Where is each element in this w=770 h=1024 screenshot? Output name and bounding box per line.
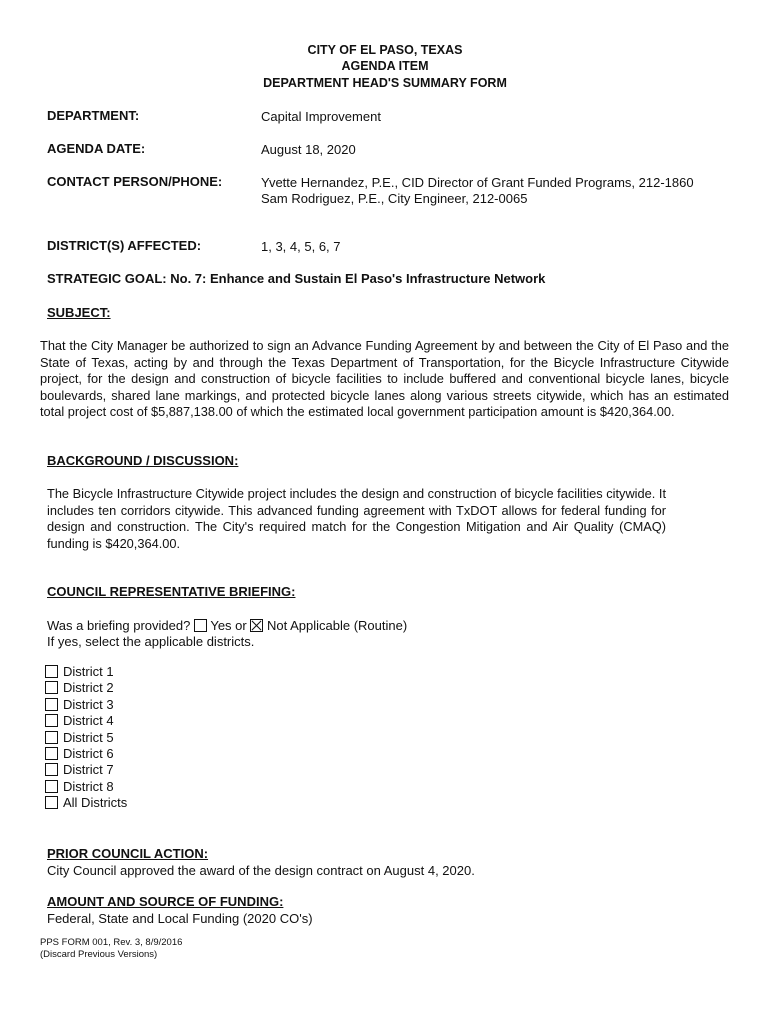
district-row xyxy=(45,697,114,713)
district-row xyxy=(45,746,114,762)
district-row xyxy=(45,795,127,811)
district-label: District 3 xyxy=(63,696,114,712)
district-label: All Districts xyxy=(63,795,128,811)
district-row xyxy=(45,664,114,680)
agenda-date-value: August 18, 2020 xyxy=(261,142,356,157)
form-footer-discard: (Discard Previous Versions) xyxy=(40,949,158,960)
background-heading: BACKGROUND / DISCUSSION: xyxy=(47,453,239,468)
strategic-goal: STRATEGIC GOAL: No. 7: Enhance and Sustain El Paso's Infrastructure Network xyxy=(47,271,546,286)
contact-line-2: Sam Rodriguez, P.E., City Engineer, 212-0065 xyxy=(261,191,528,206)
briefing-question: Was a briefing provided? xyxy=(47,618,191,633)
form-title-agenda: AGENDA ITEM xyxy=(341,59,429,73)
briefing-not-applicable-label: Not Applicable (Routine) xyxy=(266,618,408,633)
district-row xyxy=(45,762,114,778)
briefing-not-applicable-checkbox[interactable] xyxy=(250,619,263,632)
form-footer-revision: PPS FORM 001, Rev. 3, 8/9/2016 xyxy=(40,937,183,948)
district-label: District 8 xyxy=(63,778,114,794)
district-checkbox[interactable] xyxy=(45,714,58,727)
districts-affected-label: DISTRICT(S) AFFECTED: xyxy=(47,238,202,253)
prior-action-text: City Council approved the award of the design contract on August 4, 2020. xyxy=(47,863,475,878)
district-row xyxy=(45,779,114,795)
form-title-city: CITY OF EL PASO, TEXAS xyxy=(307,43,463,57)
district-label: District 6 xyxy=(63,746,114,761)
agenda-date-label: AGENDA DATE: xyxy=(47,141,146,156)
district-label: District 4 xyxy=(63,713,114,729)
briefing-yes-checkbox[interactable] xyxy=(194,619,207,632)
briefing-instruction: If yes, select the applicable districts. xyxy=(47,634,255,649)
funding-text: Federal, State and Local Funding (2020 CO's) xyxy=(47,911,313,926)
district-row xyxy=(45,680,114,696)
subject-heading: SUBJECT: xyxy=(47,305,111,320)
contact-line-1: Yvette Hernandez, P.E., CID Director of Grant Funded Programs, 212-1860 xyxy=(261,175,694,190)
department-label: DEPARTMENT: xyxy=(47,108,140,123)
district-row xyxy=(45,730,114,746)
background-text: The Bicycle Infrastructure Citywide project includes the design and construction of bicycle facilities citywide. It includes ten corridors citywide. This advanced funding agreement with TxDOT allows for federal funding for design and construction. The City's required match for the Congestion Mitigation and Air Quality (CMAQ) funding is $420,364.00. xyxy=(47,486,666,551)
districts-affected-value: 1, 3, 4, 5, 6, 7 xyxy=(261,239,341,254)
prior-action-heading: PRIOR COUNCIL ACTION: xyxy=(47,846,209,861)
district-checkbox[interactable] xyxy=(45,731,58,744)
district-checkbox[interactable] xyxy=(45,681,58,694)
subject-text: That the City Manager be authorized to sign an Advance Funding Agreement by and between the City of El Paso and the State of Texas, acting by and through the Texas Department of Transportation, for the Bicycle Infrastructure Citywide project, for the design and construction of bicycle facilities to include buffered and conventional bicycle lanes, bicycle boulevards, shared lane markings, and protected bicycle lanes along various streets citywide, which has an estimated total project cost of $5,887,138.00 of which the estimated local government participation amount is $420,364.00. xyxy=(40,338,729,419)
briefing-question-row xyxy=(47,617,407,634)
district-label: District 5 xyxy=(63,729,114,745)
district-row xyxy=(45,713,114,729)
department-value: Capital Improvement xyxy=(261,109,381,124)
district-checkbox[interactable] xyxy=(45,698,58,711)
district-checkbox[interactable] xyxy=(45,763,58,776)
district-checkbox[interactable] xyxy=(45,796,58,809)
funding-heading: AMOUNT AND SOURCE OF FUNDING: xyxy=(47,894,284,909)
district-label: District 2 xyxy=(63,680,114,696)
briefing-heading: COUNCIL REPRESENTATIVE BRIEFING: xyxy=(47,584,296,599)
district-checkbox[interactable] xyxy=(45,780,58,793)
district-checkbox[interactable] xyxy=(45,665,58,678)
district-label: District 1 xyxy=(63,664,114,679)
form-title-summary: DEPARTMENT HEAD'S SUMMARY FORM xyxy=(263,76,507,90)
district-checkbox[interactable] xyxy=(45,747,58,760)
contact-label: CONTACT PERSON/PHONE: xyxy=(47,174,223,189)
briefing-yes-label: Yes or xyxy=(210,618,247,633)
district-label: District 7 xyxy=(63,762,114,778)
